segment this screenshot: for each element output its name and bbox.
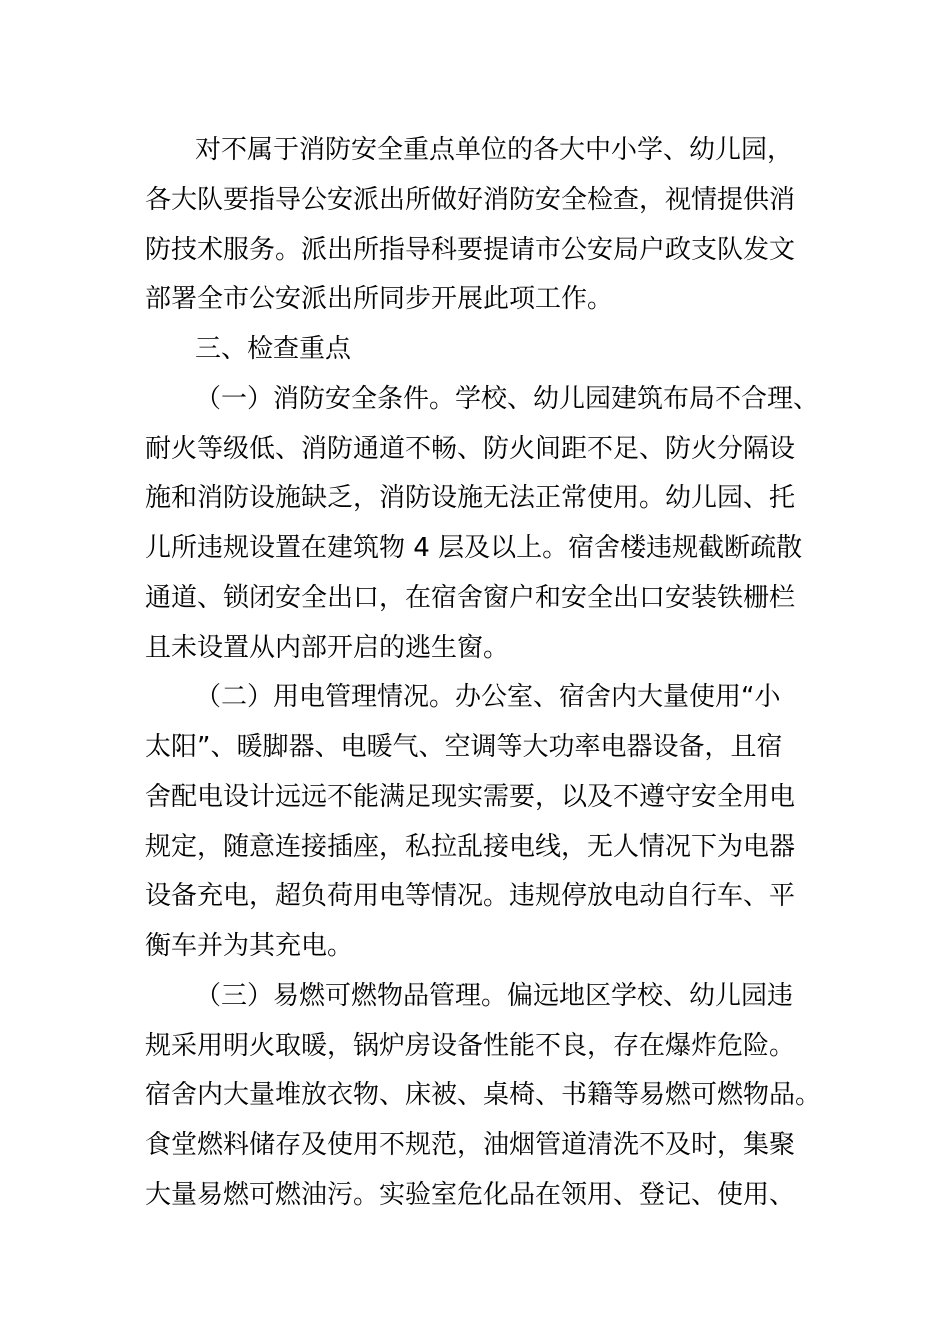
paragraph-4-line-5: 大量易燃可燃油污。实验室危化品在领用、登记、使用、 (145, 1180, 796, 1210)
paragraph-4-line-3: 宿舍内大量堆放衣物、床被、桌椅、书籍等易燃可燃物品。 (145, 1080, 822, 1110)
paragraph-2-line-2: 耐火等级低、消防通道不畅、防火间距不足、防火分隔设 (145, 434, 796, 464)
paragraph-2-line-3: 施和消防设施缺乏，消防设施无法正常使用。幼儿园、托 (145, 483, 796, 513)
paragraph-2-line-1: （一）消防安全条件。学校、幼儿园建筑布局不合理、 (195, 384, 820, 414)
paragraph-2-line-6: 且未设置从内部开启的逃生窗。 (145, 633, 510, 663)
paragraph-1-line-4: 部署全市公安派出所同步开展此项工作。 (145, 284, 614, 314)
paragraph-2-line-5: 通道、锁闭安全出口，在宿舍窗户和安全出口安装铁栅栏 (145, 583, 796, 613)
paragraph-3-line-4: 规定，随意连接插座，私拉乱接电线，无人情况下为电器 (145, 832, 796, 862)
paragraph-3-line-3: 舍配电设计远远不能满足现实需要，以及不遵守安全用电 (145, 782, 796, 812)
paragraph-1-line-1: 对不属于消防安全重点单位的各大中小学、幼儿园， (195, 135, 794, 165)
paragraph-1-line-3: 防技术服务。派出所指导科要提请市公安局户政支队发文 (145, 235, 796, 265)
paragraph-4-line-1: （三）易燃可燃物品管理。偏远地区学校、幼儿园违 (195, 981, 794, 1011)
paragraph-1-line-2: 各大队要指导公安派出所做好消防安全检查，视情提供消 (145, 185, 796, 215)
paragraph-2-line-4: 儿所违规设置在建筑物 4 层及以上。宿舍楼违规截断疏散 (145, 533, 803, 563)
paragraph-3-line-2: 太阳”、暖脚器、电暖气、空调等大功率电器设备，且宿 (145, 732, 783, 762)
paragraph-4-line-2: 规采用明火取暖，锅炉房设备性能不良，存在爆炸危险。 (145, 1031, 796, 1061)
paragraph-4-line-4: 食堂燃料储存及使用不规范，油烟管道清洗不及时，集聚 (145, 1130, 796, 1160)
paragraph-3-line-5: 设备充电，超负荷用电等情况。违规停放电动自行车、平 (145, 881, 796, 911)
section-heading: 三、检查重点 (195, 334, 352, 364)
paragraph-3-line-1: （二）用电管理情况。办公室、宿舍内大量使用“小 (195, 682, 781, 712)
paragraph-3-line-6: 衡车并为其充电。 (145, 931, 354, 961)
